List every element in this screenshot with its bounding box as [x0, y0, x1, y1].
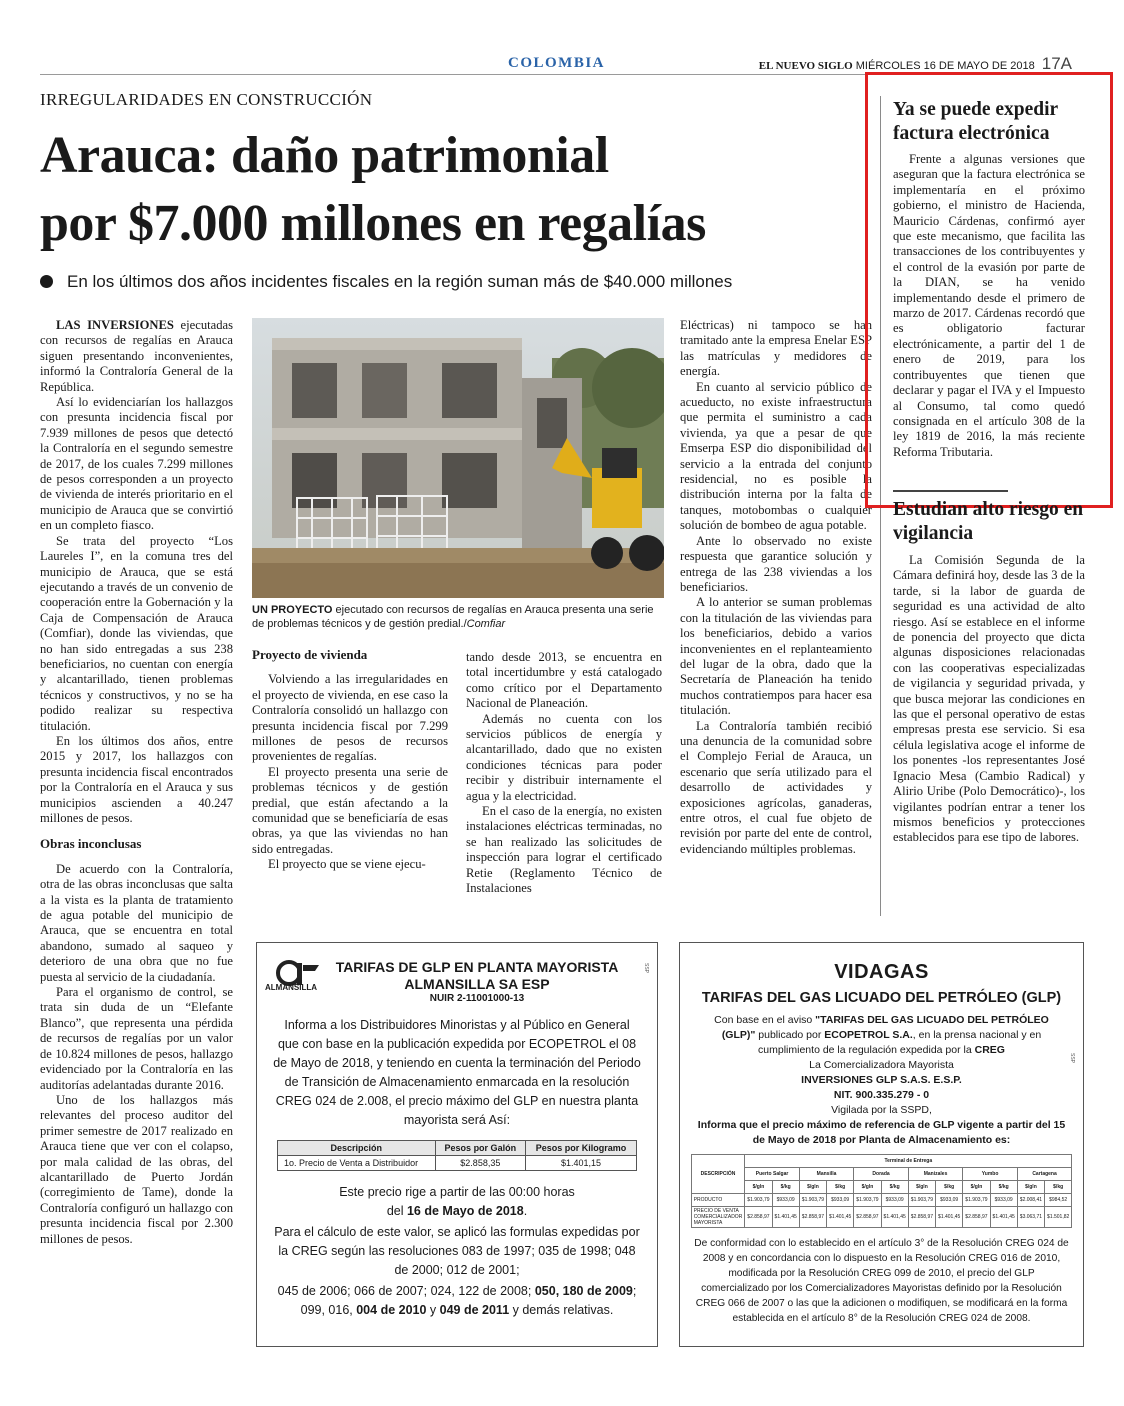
- ad-body-2: La Comercializadora Mayorista: [809, 1059, 954, 1071]
- ad-body-2a: Este precio rige a partir de las 00:00 horas: [339, 1185, 575, 1199]
- th-desc: DESCRIPCIÓN: [691, 1155, 745, 1194]
- paper-name: EL NUEVO SIGLO: [758, 60, 853, 72]
- paragraph: El proyecto que se viene ejecu-: [268, 857, 426, 872]
- td-galon: $2.858,35: [435, 1156, 526, 1171]
- paragraph: Uno de los hallazgos más relevantes del proceso auditor del primer semestre de 2017 realizado en Arauca tiene que ver con el colapso, por mala calidad de las obras, del alcantarillado de Puerto Jordán (corregimiento de Tame), donde la Contraloría configuró un hallazgo con presunta incidencia fiscal por 2.300 millones de pesos.: [40, 1092, 233, 1246]
- paragraph: De acuerdo con la Contraloría, otra de las obras inconclusas que salta a la vista es la planta de tratamiento de agua potable del municipio de Arauca, que se encuentra en total abandono, sumado al saqueo y deterioro de una obra que no fue puesta al servicio de la ciudadanía.: [40, 861, 233, 984]
- bullet-icon: [40, 275, 53, 288]
- ad-body-1: Con base en el aviso "TARIFAS DEL GAS LICUADO DEL PETRÓLEO (GLP)" publicado por ECOPETROL S.A., en la prensa nacional y en cumplimiento de la regulación expedida por la CREG: [714, 1014, 1049, 1056]
- paragraph: En el caso de la energía, no existen instalaciones eléctricas terminadas, no se han realizado las solicitudes de inspección para lograr el certificado Retie (Reglamento Técnico de Instalaciones: [466, 804, 662, 896]
- ad-body-3: INVERSIONES GLP S.A.S. E.S.P.: [801, 1074, 962, 1086]
- folio: [759, 54, 1072, 74]
- td-desc: 1o. Precio de Venta a Distribuidor: [278, 1156, 436, 1171]
- price-cell: $1.401,45: [990, 1207, 1017, 1228]
- th-terminal: Terminal de Entrega: [745, 1155, 1072, 1168]
- price-cell: $1.903,79: [908, 1194, 935, 1207]
- price-cell: $1.903,79: [745, 1194, 772, 1207]
- unit-header: $/kg: [1045, 1181, 1072, 1194]
- unit-header: $/gln: [963, 1181, 990, 1194]
- paragraph: Para el organismo de control, se trata sin duda de un “Elefante Blanco”, que representa una pérdida de recursos de regalías por un valor de 10.824 millones de pesos, hallazgo evidenciado por la Contraloría en las auditorías adelantadas durante 2016.: [40, 985, 233, 1092]
- paragraph: Así lo evidenciarían los hallazgos con presunta incidencia fiscal por 7.939 millones de pesos que detectó la Contraloría en el segundo semestre de 2017, de los cuales 7.299 millones de pesos corresponden a un proyecto de vivienda de interés prioritario en el municipio de Arauca que se convirtió en un completo fiasco.: [40, 395, 233, 533]
- article-headline: [40, 122, 840, 258]
- price-cell: $1.903,79: [799, 1194, 826, 1207]
- unit-row: [691, 1181, 1072, 1194]
- ad-body-7: De conformidad con lo establecido en el artículo 3° de la Resolución CREG 024 de 2008 y en concordancia con lo dispuesto en la Resolución CREG 016 de 2010, modificada por la Resolución CREG 099 de 2010, el precio del GLP comercializado por los Comercializadores Mayoristas definido por la Resolución CREG 066 de 2007 o las que la adicionen o modifiquen, se modificará en la forma establecida en el artículo 8° de la Resolución CREG 024 de 2008.: [694, 1238, 1069, 1324]
- gas-price-table: [691, 1154, 1073, 1228]
- price-cell: $1.401,45: [827, 1207, 854, 1228]
- price-cell: $933,09: [827, 1194, 854, 1207]
- ad-body-3: Para el cálculo de este valor, se aplicó las formulas expedidas por la CREG según las resoluciones 083 de 1997; 035 de 1998; 048 de 2000; 012 de 2001;: [274, 1225, 640, 1277]
- terminal-header: Dorada: [854, 1168, 909, 1181]
- page-number: 17A: [1041, 54, 1072, 73]
- sidebar-headline-2: Estudian alto riesgo en vigilancia: [893, 499, 1084, 544]
- paragraph: ejecutadas con recursos de regalías en Arauca siguen presentando inconvenientes, informó la Contraloría General de la República.: [40, 318, 233, 394]
- ad-body-1: Informa a los Distribuidores Minoristas y al Público en General que con base en la publicación expedida por ECOPETROL el 08 de Mayo de 2018, y teniendo en cuenta la terminación del Periodo de Transición de Almacenamiento enmarcada en la resolución CREG 024 de 2.008, el precio máximo del GLP en nuestra planta mayorista será Así:: [273, 1018, 641, 1127]
- paragraph: La Contraloría también recibió una denuncia de la comunidad sobre el Complejo Ferial de Arauca, un escenario que sería utilizado para el desarrollo de actividades y exposiciones agrícolas, ganaderas, entre otros, el cual fue objeto de revisión por parte del ente de control, evidenciando múltiples problemas.: [680, 718, 872, 856]
- paragraph: tando desde 2013, se encuentra en total incertidumbre y está catalogado como crítico por el Departamento Nacional de Planeación.: [466, 650, 662, 711]
- unit-header: $/kg: [827, 1181, 854, 1194]
- ssp-mark: SSP: [1069, 1053, 1075, 1064]
- paragraph: En los últimos dos años, entre 2015 y 2017, los hallazgos con presunta incidencia fiscal encontrados por la Contraloría en el Arauca y sus municipios ascienden a 40.247 millones de pesos.: [40, 733, 233, 825]
- price-cell: $933,09: [990, 1194, 1017, 1207]
- sidebar-headline-1: Ya se puede expedir factura electrónica: [893, 99, 1058, 144]
- unit-header: $/kg: [990, 1181, 1017, 1194]
- ad-title: TARIFAS DEL GAS LICUADO DEL PETRÓLEO (GLP): [701, 990, 1062, 1006]
- headline-line-2: por $7.000 millones en regalías: [40, 195, 706, 252]
- price-cell: $2.858,97: [854, 1207, 881, 1228]
- price-cell: $2.008,41: [1017, 1194, 1044, 1207]
- ad-body-2b: del 16 de Mayo de 2018.: [386, 1204, 528, 1218]
- paragraph: Volviendo a las irregularidades en el proyecto de vivienda, en ese caso la Contraloría consolidó un hallazgo con presunta incidencia fiscal por 7.299 millones de pesos de recursos provenientes de regalías.: [252, 672, 448, 764]
- ad-body-5: Vigilada por la SSPD,: [831, 1104, 932, 1116]
- unit-header: $/gln: [908, 1181, 935, 1194]
- terminal-header: Yumbo: [963, 1168, 1018, 1181]
- table-row: PRODUCTO $1.903,79 $933,09 $1.903,79 $933,09 $1.903,79 $933,09 $1.903,79 $933,09 $1.903,79 $933,09 $2.008,41 $984,52: [691, 1194, 1072, 1207]
- article-kicker: IRREGULARIDADES EN CONSTRUCCIÓN: [40, 90, 373, 109]
- terminal-row: [691, 1168, 1072, 1181]
- paragraph: Ante lo observado no existe respuesta que garantice solución y entrega de las 238 viviendas a los beneficiarios.: [680, 533, 872, 594]
- unit-header: $/kg: [772, 1181, 799, 1194]
- sidebar-story-1: [893, 152, 1085, 460]
- price-cell: $2.858,97: [908, 1207, 935, 1228]
- article-column-1: [40, 318, 233, 1247]
- ad-nuir: NUIR 2-11001000-13: [429, 993, 525, 1004]
- lead-in: LAS INVERSIONES: [56, 318, 174, 332]
- ad-vidagas: [679, 942, 1084, 1347]
- logo-text: ALMANSILLA: [265, 983, 317, 992]
- construction-photo: [252, 318, 664, 598]
- price-cell: $933,09: [772, 1194, 799, 1207]
- price-cell: $1.903,79: [963, 1194, 990, 1207]
- th-galon: Pesos por Galón: [435, 1141, 526, 1156]
- paragraph: El proyecto presenta una serie de problemas técnicos y de gestión predial, que están afectando a la comunidad que se beneficiaría de esas obras, ya que las viviendas no han sido entregadas.: [252, 764, 448, 856]
- paragraph: Eléctricas) ni tampoco se han tramitado ante la empresa Enelar ESP las matrículas y medidores de energía.: [680, 318, 872, 379]
- photo-caption: [252, 603, 664, 631]
- table-row: PRECIO DE VENTA COMERCIALIZADOR MAYORISTA $2.858,97 $1.401,45 $2.858,97 $1.401,45 $2.858,97 $1.401,45 $2.858,97 $1.401,45 $2.858,97 $1.401,45 $3.063,71 $1.501,82: [691, 1207, 1072, 1228]
- vidagas-logo: VIDAGAS: [834, 961, 929, 983]
- headline-line-1: Arauca: daño patrimonial: [40, 127, 609, 184]
- unit-header: $/gln: [745, 1181, 772, 1194]
- construction-image: [252, 318, 664, 598]
- paragraph: Además no cuenta con los servicios públicos de energía y alcantarillado, dado que no existen condiciones técnicas para poder recibir y distribuir internamente el agua y la electricidad.: [466, 711, 662, 803]
- sidebar-story-2: [893, 553, 1085, 846]
- price-cell: $3.063,71: [1017, 1207, 1044, 1228]
- price-cell: $2.858,97: [963, 1207, 990, 1228]
- paragraph: La Comisión Segunda de la Cámara definirá hoy, desde las 3 de la tarde, si la labor de guarda de seguridad es una actividad de alto riesgo. Así se establece en el informe de ponencia del proyecto que dicta algunas disposiciones relacionadas con las cooperativas especializadas de vigilancia y seguridad privada, y que busca mejorar las condiciones en las que el personal operativo de estas empresas presta ese servicio. Si esa célula legislativa acoge el informe de los ponentes -los representantes José Ignacio Mesa (Cambio Radical) y Alirio Uribe (Polo Democrático)-, los vigilantes podrían entrar a tener los mismos beneficios y protecciones establecidos para ese tipo de labores.: [893, 553, 1085, 845]
- price-cell: $1.401,45: [772, 1207, 799, 1228]
- price-cell: $1.903,79: [854, 1194, 881, 1207]
- paragraph: A lo anterior se suman problemas con la titulación de las viviendas para los beneficiarios, debido a varios inconvenientes en el replanteamiento del lugar de la obra, dado que la Secretaría de Planeación ha tenido muchos contratiempos para hacer esa titulación.: [680, 595, 872, 718]
- ad-almansilla: [256, 942, 658, 1347]
- unit-header: $/gln: [1017, 1181, 1044, 1194]
- terminal-header: Mansilla: [799, 1168, 854, 1181]
- price-cell: $1.501,82: [1045, 1207, 1072, 1228]
- terminal-header: Manizales: [908, 1168, 963, 1181]
- price-cell: $2.858,97: [745, 1207, 772, 1228]
- paragraph: En cuanto al servicio público de acueducto, no existe infraestructura que permita el suministro a cada vivienda, ya que a pesar de que Emserpa ESP dio disponibilidad del servicio a la entrada del conjunto residencial, no es posible la distribución interna por la falta de tanques, motobombas o cualquier solución de bombeo de agua potable.: [680, 379, 872, 533]
- unit-header: $/kg: [936, 1181, 963, 1194]
- paragraph: Frente a algunas versiones que aseguran que la factura electrónica se implementaría en el próximo gobierno, el ministro de Hacienda, Mauricio Cárdenas, confirmó ayer que este mecanismo, que facilita las transacciones de los contribuyentes y el control de la evasión por parte de la DIAN, se ha venido implementando desde el primero de marzo de 2017. Cárdenas recordó que es obligatorio facturar electrónicamente, a partir del 1 de enero de 2019, para los contribuyentes que tienen que declarar y pagar el IVA y el Impuesto al Consumo, tal como quedó consignada en el artículo 308 de la ley 1819 de 2016, la más reciente Reforma Tributaria.: [893, 152, 1085, 459]
- subhead-text: En los últimos dos años incidentes fiscales en la región suman más de $40.000 millones: [67, 272, 733, 291]
- unit-header: $/gln: [854, 1181, 881, 1194]
- terminal-header: Puerto Salgar: [745, 1168, 800, 1181]
- price-cell: $984,52: [1045, 1194, 1072, 1207]
- price-cell: $933,09: [936, 1194, 963, 1207]
- th-desc: Descripción: [278, 1141, 436, 1156]
- caption-credit: Comfiar: [466, 618, 506, 630]
- unit-header: $/gln: [799, 1181, 826, 1194]
- unit-header: $/kg: [881, 1181, 908, 1194]
- subheading-vivienda: Proyecto de vivienda: [252, 647, 368, 662]
- ad-body-4: 045 de 2006; 066 de 2007; 024, 122 de 2008; 050, 180 de 2009; 099, 016, 004 de 2010 y 049 de 2011 y demás relativas.: [277, 1284, 637, 1317]
- th-kilo: Pesos por Kilogramo: [526, 1141, 637, 1156]
- ad-body-6: Informa que el precio máximo de referencia de GLP vigente a partir del 15 de Mayo de 2018 por Planta de Almacenamiento es:: [697, 1119, 1066, 1146]
- article-column-4: [680, 318, 872, 857]
- caption-text: ejecutado con recursos de regalías en Arauca presenta una serie de problemas técnicos y de gestión predial./: [252, 604, 654, 630]
- paragraph: Se trata del proyecto “Los Laureles I”, en la comuna tres del municipio de Arauca, que se está ejecutando a través de un convenio de cooperación entre la Gobernación y la Caja de Compensación de Arauca (Comfiar), donde las viviendas, que no han sido entregadas a sus 238 beneficiarios, no cuentan con energía y alcantarillado, tienen problemas técnicos y constructivos, y no se ha podido realizar su respectiva titulación.: [40, 533, 233, 733]
- price-cell: $2.858,97: [799, 1207, 826, 1228]
- price-cell: $933,09: [881, 1194, 908, 1207]
- issue-date: MIÉRCOLES 16 DE MAYO DE 2018: [855, 60, 1035, 72]
- ad-body-4: NIT. 900.335.279 - 0: [833, 1089, 930, 1101]
- terminal-header: Cartagena: [1017, 1168, 1072, 1181]
- td-kilo: $1.401,15: [526, 1156, 637, 1171]
- price-cell: $1.401,45: [881, 1207, 908, 1228]
- ad-title-1: TARIFAS DE GLP EN PLANTA MAYORISTA: [335, 959, 619, 975]
- article-subhead: [40, 272, 732, 292]
- price-cell: $1.401,45: [936, 1207, 963, 1228]
- ssp-mark: SSP: [643, 963, 649, 974]
- section-label: COLOMBIA: [508, 55, 606, 71]
- article-column-3: [466, 650, 662, 897]
- article-column-2: [252, 645, 448, 873]
- caption-lead: UN PROYECTO: [252, 604, 333, 616]
- subheading-obras: Obras inconclusas: [40, 836, 142, 852]
- price-table: [277, 1140, 637, 1171]
- ad-title-2: ALMANSILLA SA ESP: [404, 976, 550, 992]
- sidebar-separator: [893, 490, 1008, 492]
